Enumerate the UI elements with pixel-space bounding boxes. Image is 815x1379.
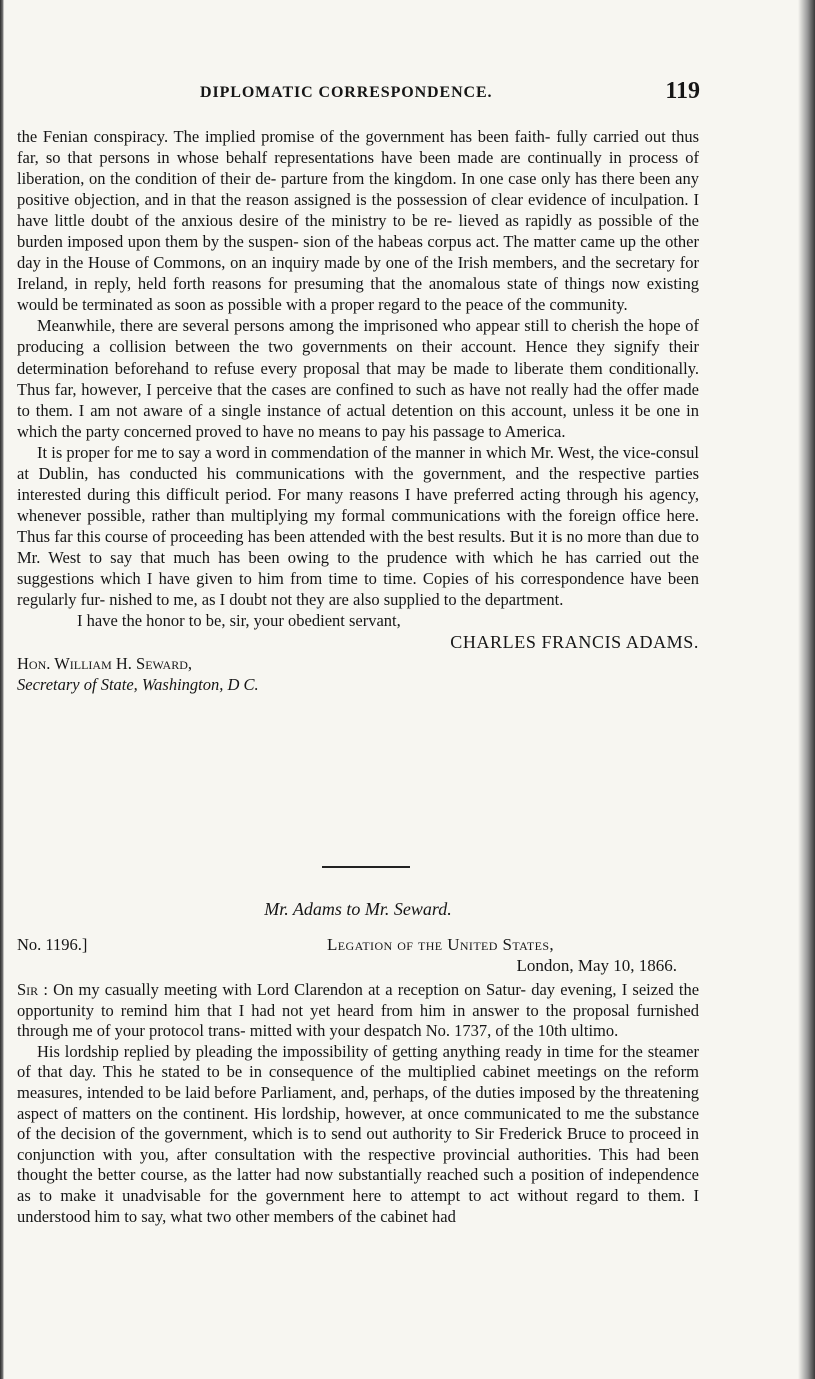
signature: CHARLES FRANCIS ADAMS.	[450, 632, 699, 653]
legation-line: Legation of the United States,	[327, 935, 555, 954]
letter-one-body	[17, 126, 699, 695]
place-and-date: London, May 10, 1866.	[516, 956, 677, 975]
letter-two-title: Mr. Adams to Mr. Seward.	[264, 899, 452, 919]
addressee-title: Secretary of State, Washington, D C.	[17, 675, 259, 695]
running-title: DIPLOMATIC CORRESPONDENCE.	[200, 84, 493, 101]
letter-one-paragraph-3: It is proper for me to say a word in commendation of the manner in which Mr. West, the vice-consul at Dublin, has conducted his communications with the government, and the respective parties interested during this difficult period. For many reasons I have preferred acting through his agency, whenever possible, rather than multiplying my formal communications with the foreign office here. Thus far this course of proceeding has been attended with the best results. But it is no more than due to Mr. West to say that much has been owing to the prudence with which he has carried out the suggestions which I have given to him from time to time. Copies of his correspondence have been regularly fur- nished to me, as I doubt not they are also supplied to the department.	[17, 442, 700, 610]
letter-two-paragraph-1: Sir : On my casually meeting with Lord Clarendon at a reception on Satur- day evening, I seized the opportunity to remind him that I had not yet heard from him in answer to the proposal furnished through me of your protocol trans- mitted with your despatch No. 1737, of the 10th ultimo.	[17, 980, 700, 1041]
despatch-number: No. 1196.]	[17, 935, 88, 954]
addressee-name: Hon. William H. Seward,	[17, 654, 193, 674]
page-left-edge	[0, 0, 4, 1379]
letter-one-paragraph-2: Meanwhile, there are several persons among the imprisoned who appear still to cherish the hope of producing a collision between the two governments on their account. Hence they signify their determination beforehand to refuse every proposal that may be made to liberate them conditionally. Thus far, however, I perceive that the cases are confined to such as have not really had the offer made to them. I am not aware of a single instance of actual detention on this account, unless it be one in which the party concerned proved to have no means to pay his passage to America.	[17, 316, 700, 441]
section-divider	[322, 866, 410, 868]
page-header	[200, 78, 700, 108]
salutation: Sir :	[17, 980, 48, 999]
closing-line: I have the honor to be, sir, your obedient servant,	[77, 611, 401, 631]
letter-two-body	[17, 980, 699, 1227]
letter-two-heading	[17, 934, 699, 976]
letter-one-paragraph-1: the Fenian conspiracy. The implied promise of the government has been faith- fully carried out thus far, so that persons in whose behalf representations have been made are continually in process of liberation, on the condition of their de- parture from the kingdom. In one case only has there been any positive objection, and in that the reason assigned is the possession of clear evidence of inculpation. I have little doubt of the anxious desire of the ministry to be re- lieved as rapidly as possible of the burden imposed upon them by the suspen- sion of the habeas corpus act. The matter came up the other day in the House of Commons, on an inquiry made by one of the Irish members, and the secretary for Ireland, in reply, held forth reasons for presuming that the anomalous state of things now existing would be terminated as soon as possible with a proper regard to the peace of the community.	[17, 127, 700, 315]
page-right-edge	[798, 0, 815, 1379]
page-number: 119	[665, 78, 700, 104]
letter-two-paragraph-2: His lordship replied by pleading the impossibility of getting anything ready in time for the steamer of that day. This he stated to be in consequence of the multiplied cabinet meetings on the reform measures, intended to be laid before Parliament, and, perhaps, of the duties imposed by the threatening aspect of matters on the continent. His lordship, however, at once communicated to me the substance of the decision of the government, which is to send out authority to Sir Frederick Bruce to proceed in conjunction with you, after consultation with the respective provincial authorities. This had been thought the better course, as the latter had now substantially reached such a position of independence as to make it unadvisable for the government here to attempt to act without regard to them. I understood him to say, what two other members of the cabinet had	[17, 1041, 700, 1226]
